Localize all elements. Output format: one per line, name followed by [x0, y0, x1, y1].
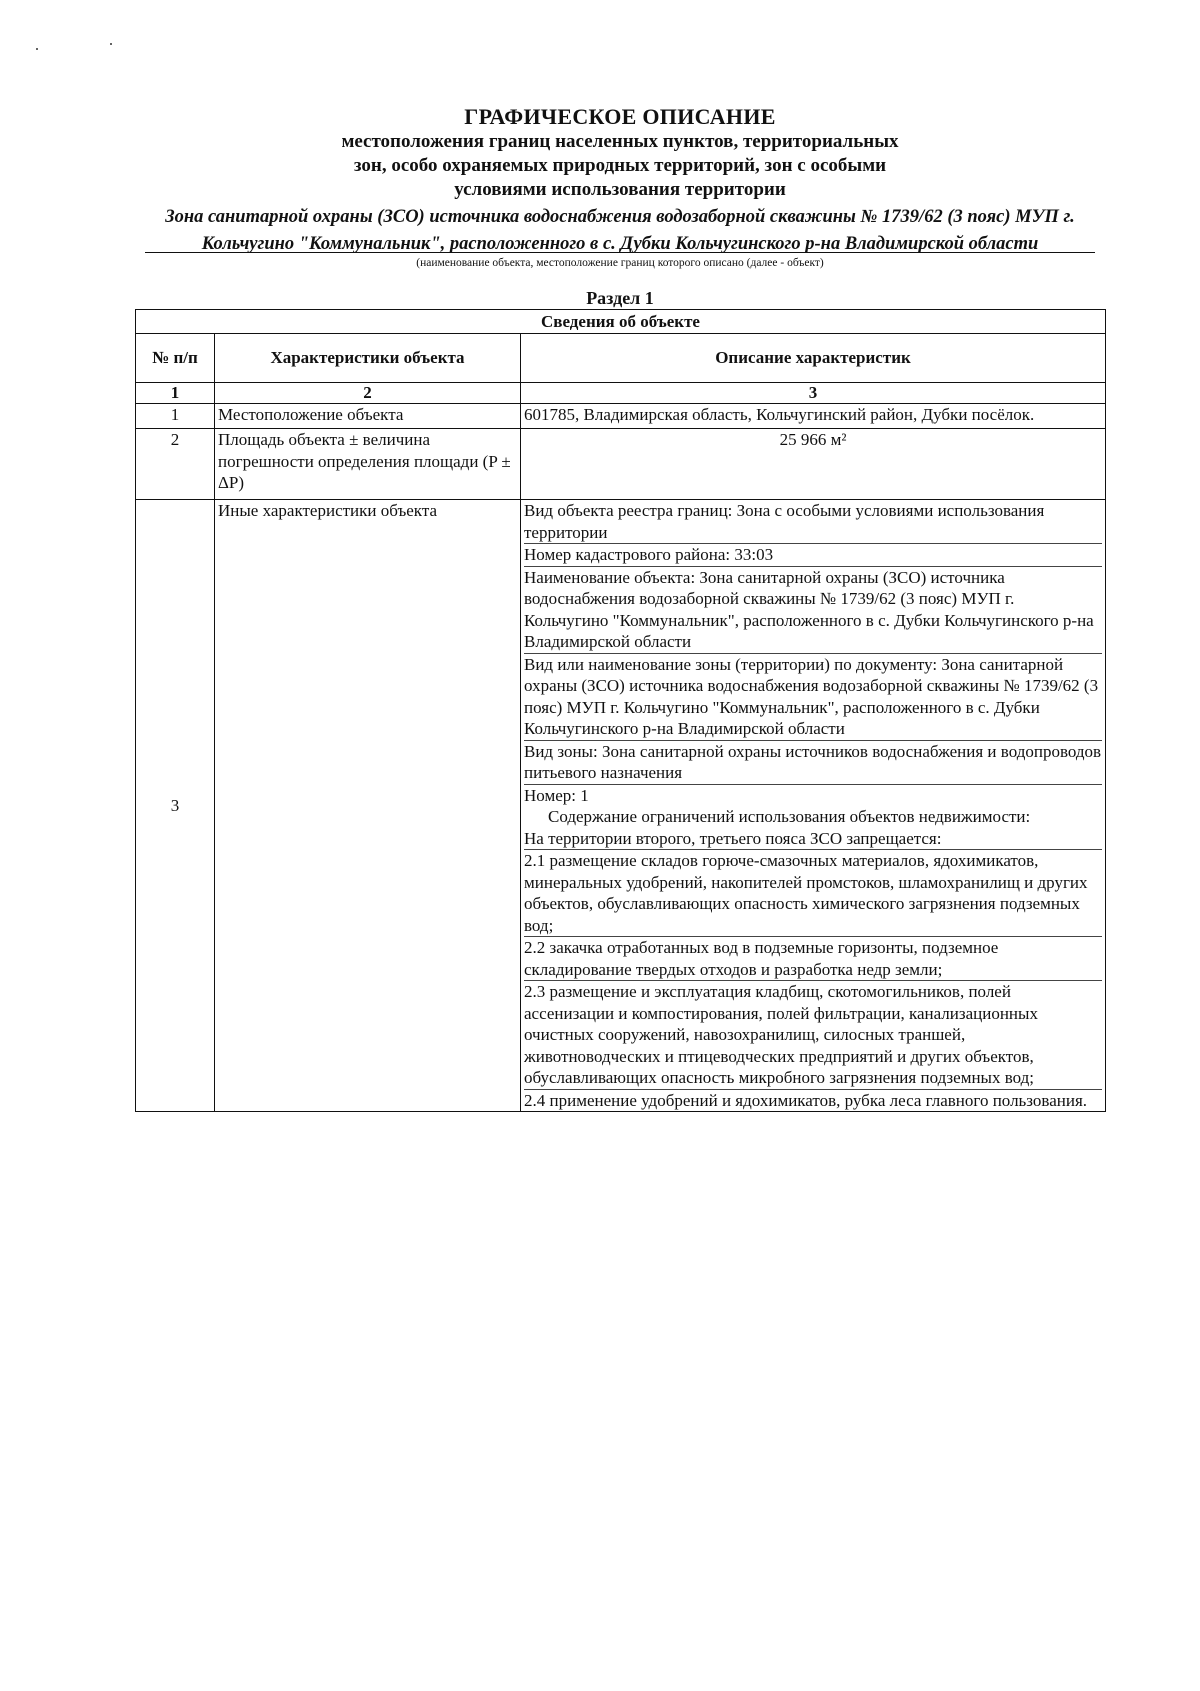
table-row	[136, 404, 1106, 429]
description-item: 2.4 применение удобрений и ядохимикатов, рубка леса главного пользования.	[524, 1089, 1102, 1112]
header-description: Описание характеристик	[521, 334, 1106, 383]
description-item: На территории второго, третьего пояса ЗСО запрещается:	[524, 828, 942, 848]
description-item: Содержание ограничений использования объектов недвижимости:	[548, 807, 1031, 826]
table-caption: Сведения об объекте	[136, 310, 1106, 334]
description-item: Вид или наименование зоны (территории) по документу: Зона санитарной охраны (ЗСО) источника водоснабжения водозаборной скважины № 1739/62 (3 пояс) МУП г. Кольчугино "Коммунальник", расположенного в с. Дубки Кольчугинского р-на Владимирской области	[524, 653, 1102, 740]
row-characteristic: Площадь объекта ± величина погрешности определения площади (P ± ΔP)	[215, 429, 521, 500]
object-name-line: Зона санитарной охраны (ЗСО) источника водоснабжения водозаборной скважины № 1739/62 (3 пояс) МУП г.	[165, 207, 1075, 227]
object-name-line: Кольчугино "Коммунальник", расположенного в с. Дубки Кольчугинского р-на Владимирской области	[201, 234, 1039, 254]
document-header	[140, 104, 1100, 256]
description-item: Номер кадастрового района: 33:03	[524, 543, 1102, 566]
scan-speck	[36, 48, 38, 50]
description-item: 2.2 закачка отработанных вод в подземные горизонты, подземное складирование твердых отходов и разработка недр земли;	[524, 936, 1102, 980]
column-number: 2	[215, 383, 521, 404]
column-number: 3	[521, 383, 1106, 404]
document-title: ГРАФИЧЕСКОЕ ОПИСАНИЕ	[464, 104, 776, 129]
row-number: 3	[136, 500, 215, 1112]
row-characteristic: Местоположение объекта	[215, 404, 521, 429]
object-name-underline	[145, 252, 1095, 253]
subtitle-line: местоположения границ населенных пунктов, территориальных	[341, 131, 899, 152]
subtitle-line: зон, особо охраняемых природных территорий, зон с особыми	[353, 155, 887, 176]
row-characteristic: Иные характеристики объекта	[215, 500, 521, 1112]
description-item: 2.3 размещение и эксплуатация кладбищ, скотомогильников, полей ассенизации и компостирования, полей фильтрации, канализационных очистных сооружений, навозохранилищ, силосных траншей, животноводческих и птицеводческих предприятий и других объектов, обуславливающих опасность микробного загрязнения подземных вод;	[524, 980, 1102, 1089]
header-characteristics: Характеристики объекта	[215, 334, 521, 383]
description-item: Вид объекта реестра границ: Зона с особыми условиями использования территории	[524, 501, 1045, 542]
subtitle-line: условиями использования территории	[454, 179, 786, 200]
description-item: Номер: 1	[524, 784, 1102, 807]
description-item: 2.1 размещение складов горюче-смазочных материалов, ядохимикатов, минеральных удобрений, накопителей промстоков, шламохранилищ и других объектов, обуславливающих опасность химического загрязнения подземных вод;	[524, 849, 1102, 936]
section-title: Раздел 1	[586, 288, 654, 308]
scan-speck	[110, 43, 112, 45]
table-row	[136, 500, 1106, 1112]
column-number: 1	[136, 383, 215, 404]
row-number: 1	[136, 404, 215, 429]
row-number: 2	[136, 429, 215, 500]
description-item: Вид зоны: Зона санитарной охраны источников водоснабжения и водопроводов питьевого назначения	[524, 741, 1102, 782]
table-row	[136, 429, 1106, 500]
row-description: 25 966 м²	[521, 429, 1106, 500]
header-num: № п/п	[136, 334, 215, 383]
object-info-table	[135, 309, 1106, 1112]
row-description: 601785, Владимирская область, Кольчугинский район, Дубки посёлок.	[521, 404, 1106, 429]
description-item: Наименование объекта: Зона санитарной охраны (ЗСО) источника водоснабжения водозаборной скважины № 1739/62 (3 пояс) МУП г. Кольчугино "Коммунальник", расположенного в с. Дубки Кольчугинского р-на Владимирской области	[524, 566, 1102, 653]
row-description-list	[521, 500, 1106, 1112]
object-caption: (наименование объекта, местоположение границ которого описано (далее - объект)	[416, 257, 824, 269]
